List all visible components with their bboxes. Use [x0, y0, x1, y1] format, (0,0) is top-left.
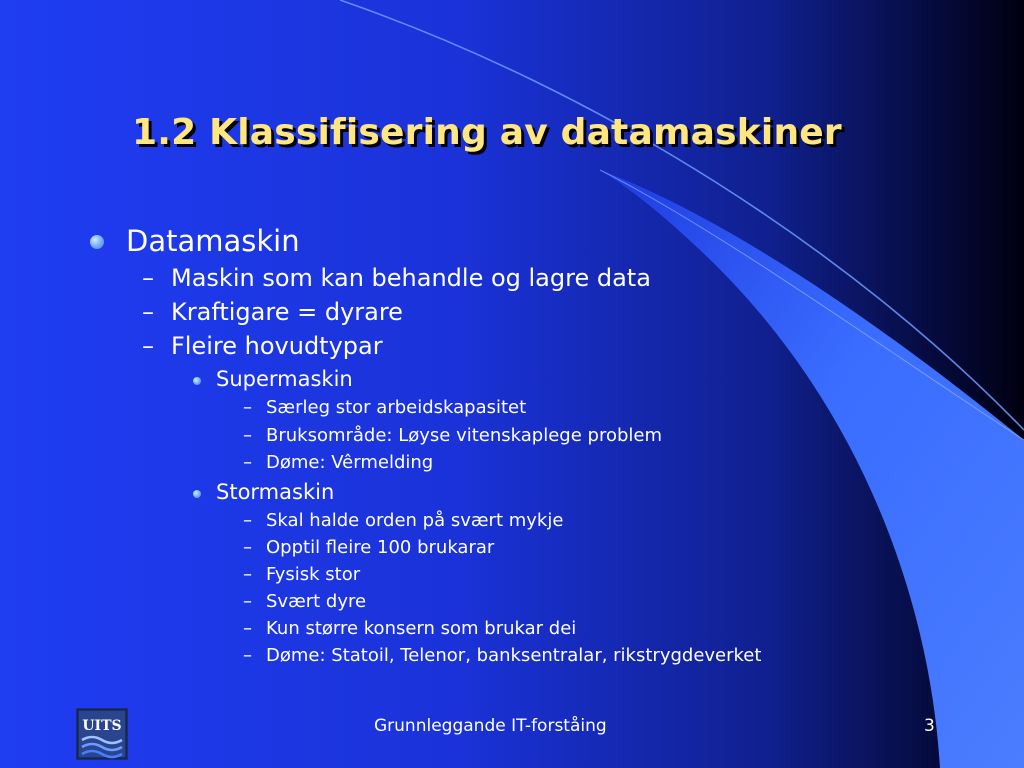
dash-icon: –: [243, 645, 252, 666]
bullet-icon: [193, 377, 201, 385]
dash-icon: –: [243, 452, 252, 473]
dash-icon: –: [243, 425, 252, 446]
detail-item: Kun større konsern som brukar dei: [266, 618, 577, 639]
detail-item: Døme: Vêrmelding: [266, 452, 434, 473]
dash-icon: –: [243, 591, 252, 612]
dash-icon: –: [243, 510, 252, 531]
dash-icon: –: [142, 264, 154, 292]
dash-icon: –: [243, 537, 252, 558]
bullet-datamaskin: Datamaskin: [126, 224, 300, 258]
detail-item: Skal halde orden på svært mykje: [266, 510, 564, 531]
uits-logo: [76, 708, 128, 760]
dash-icon: –: [142, 298, 154, 326]
bullet-stormaskin: Stormaskin: [216, 480, 335, 504]
detail-item: Svært dyre: [266, 591, 367, 612]
bullet-supermaskin: Supermaskin: [216, 367, 353, 391]
detail-item: Bruksområde: Løyse vitenskaplege problem: [266, 425, 662, 446]
bullet-icon: [193, 490, 201, 498]
slide-title: 1.2 Klassifisering av datamaskiner: [132, 112, 842, 153]
detail-item: Særleg stor arbeidskapasitet: [266, 397, 527, 418]
svg-text:UITS: UITS: [82, 718, 122, 734]
dash-icon: –: [243, 397, 252, 418]
sub-item: Maskin som kan behandle og lagre data: [171, 264, 651, 292]
detail-item: Fysisk stor: [266, 564, 361, 585]
bullet-icon: [90, 235, 104, 249]
detail-item: Opptil fleire 100 brukarar: [266, 537, 495, 558]
dash-icon: –: [243, 564, 252, 585]
dash-icon: –: [243, 618, 252, 639]
footer-title: Grunnleggande IT-forståing: [374, 716, 607, 736]
detail-item: Døme: Statoil, Telenor, banksentralar, rikstrygdeverket: [266, 645, 762, 666]
dash-icon: –: [142, 332, 154, 360]
page-number: 3: [924, 716, 935, 736]
sub-item: Kraftigare = dyrare: [171, 298, 403, 326]
sub-item: Fleire hovudtypar: [171, 332, 383, 360]
